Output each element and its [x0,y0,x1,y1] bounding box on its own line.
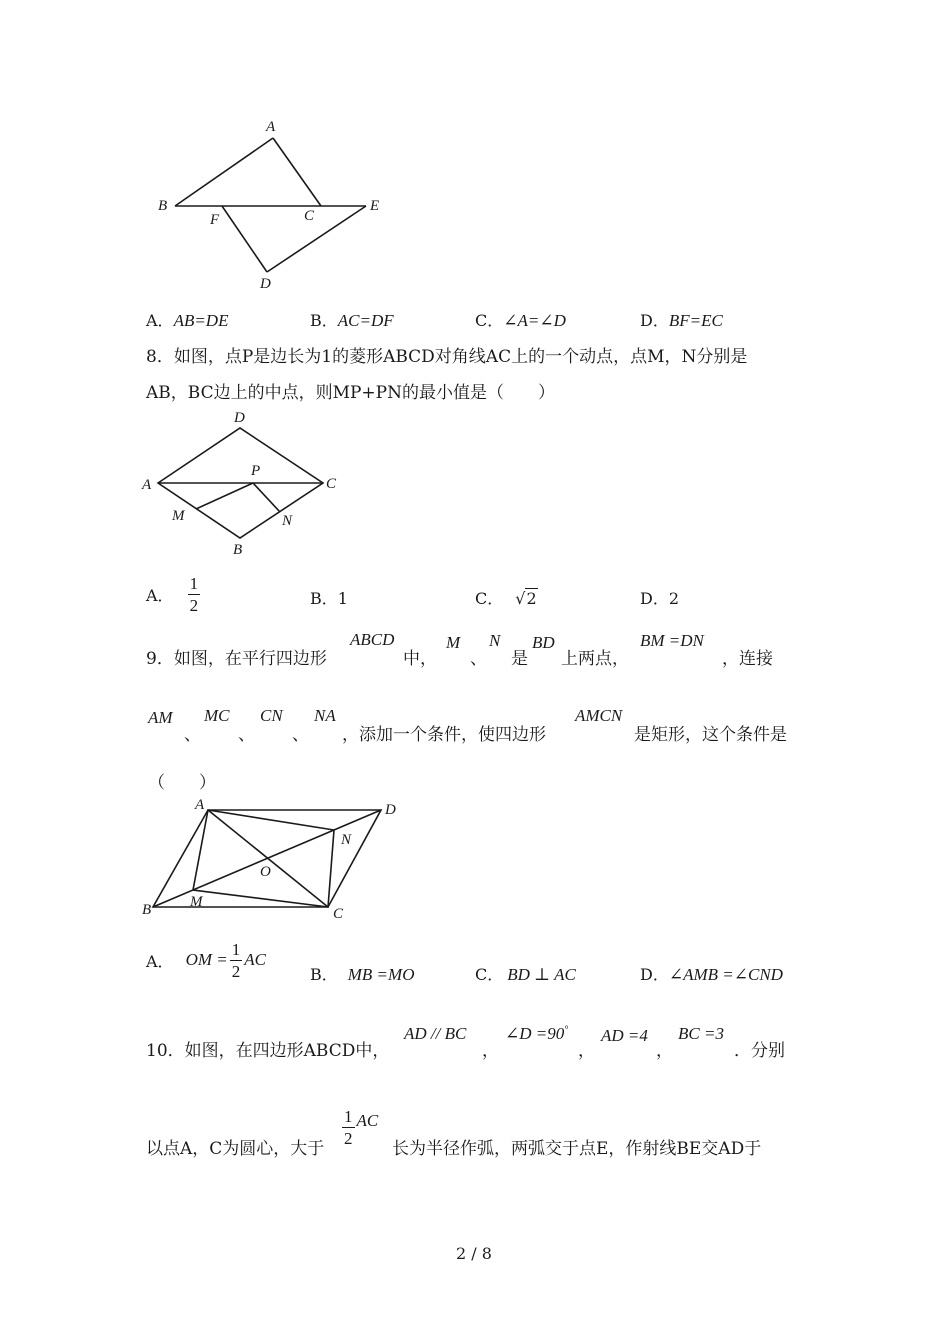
q9-abcd: ABCD [350,630,395,649]
label-m: M [172,508,185,524]
segment-fd [222,206,267,272]
segment-mp [196,483,253,509]
option-text: ∠A=∠D [503,311,566,330]
option-text: 2 [668,589,680,608]
ac-text: AC [356,1110,379,1130]
figure-q8 [138,404,348,562]
q9-dun3: 、 [238,725,255,745]
label-d: D [234,410,245,426]
option-text: AC=DF [337,311,394,330]
denominator: 2 [231,961,241,981]
label-e: E [370,198,380,214]
q9-shi: 是 [511,649,528,669]
label-n: N [341,832,352,848]
q8-option-c[interactable] [475,586,538,609]
q9-amcn: AMCN [575,706,623,725]
q9-option-b[interactable] [310,962,414,985]
option-letter: B． [310,965,338,984]
q7-option-b[interactable] [310,308,394,331]
denominator: 2 [344,1129,353,1148]
q8-line1: 8．如图，点P是边长为1的菱形ABCD对角线AC上的一个动点，点M，N分别是 [146,347,748,367]
label-b: B [233,542,243,558]
q10-angle [505,1024,568,1044]
label-p: P [251,463,261,479]
label-a: A [266,119,276,135]
q8-option-a[interactable] [146,574,200,614]
option-text: MB =MO [347,965,415,984]
q9-na: NA [314,706,336,725]
label-d: D [385,802,396,818]
option-letter: D． [640,589,669,608]
label-c: C [333,906,344,922]
option-letter: B． [310,311,338,330]
label-m: M [190,894,203,910]
option-text: BF=EC [668,311,723,330]
q10-comma1: ， [482,1041,499,1061]
q9-mc: MC [204,706,230,725]
option-lhs: OM = [185,950,228,969]
figure-q7 [150,112,400,294]
q10-fenbie: ．分别 [734,1041,785,1061]
segment-pn [253,483,280,512]
angle-text: ∠D =90 [505,1024,565,1043]
fraction-one-half [342,1108,355,1147]
q9-liangdian: 上两点， [561,649,629,669]
q9-option-d[interactable] [640,962,783,985]
q8-line2: AB，BC边上的中点，则MP+PN的最小值是（ ） [146,383,555,403]
q9-bd: BD [532,633,555,652]
q9-num: 9．如图，在平行四边形 [146,649,327,669]
q9-tianjia: ，添加一个条件，使四边形 [342,725,546,745]
q10-line2-start: 以点A，C为圆心，大于 [146,1139,325,1159]
q8-option-b[interactable] [310,586,348,609]
q10-comma2: ， [578,1041,595,1061]
q9-option-c[interactable] [475,962,576,985]
q10-adbc: AD // BC [404,1024,467,1043]
option-letter: C． [475,311,504,330]
option-rhs: AC [244,950,266,969]
option-letter: A． [146,311,174,330]
q7-option-d[interactable] [640,308,723,331]
numerator: 1 [344,1107,353,1126]
denominator: 2 [189,595,199,615]
q9-m: M [446,633,461,652]
label-b: B [142,902,152,918]
q7-option-c[interactable] [475,308,566,331]
label-c: C [326,476,337,492]
q9-paren: （ ） [148,773,216,793]
q9-option-a[interactable] [146,938,266,982]
option-letter: C． [475,589,504,608]
option-letter: D． [640,311,669,330]
q10-num: 10．如图，在四边形ABCD中， [146,1041,390,1061]
fraction-one-half [230,941,243,980]
label-o: O [260,864,271,880]
q10-comma3: ， [656,1041,673,1061]
fraction-one-half [188,575,201,614]
label-a: A [195,797,205,813]
q9-bmdn: BM =DN [640,631,704,650]
numerator: 1 [231,939,241,959]
q9-cn: CN [260,706,283,725]
q9-dun1: 、 [470,649,487,669]
option-letter: A． [146,951,174,971]
q9-n: N [489,631,501,650]
diagonal-bd [153,810,381,907]
option-letter: D． [640,965,669,984]
option-letter: C． [475,965,504,984]
quad-amcn [193,810,334,907]
q9-am: AM [148,708,173,727]
label-n: N [282,513,293,529]
segment-ac [273,138,321,206]
numerator: 1 [189,573,199,593]
segment-de [267,206,366,272]
label-c: C [304,208,315,224]
label-b: B [158,198,168,214]
q10-fraction [342,1108,378,1147]
q8-option-d[interactable] [640,586,679,609]
option-text: 1 [337,589,348,608]
label-a: A [142,477,152,493]
page-number: 2 / 8 [456,1244,492,1263]
q10-bc3: BC =3 [678,1024,724,1043]
option-text: ∠AMB =∠CND [668,965,783,984]
option-text: AB=DE [173,311,229,330]
q9-dun4: 、 [292,725,309,745]
q10-ad4: AD =4 [601,1026,648,1045]
segment-ba [175,138,273,206]
option-text: BD ⊥ AC [507,965,576,984]
q9-rect: 是矩形，这个条件是 [634,725,787,745]
label-f: F [210,212,220,228]
sqrt-symbol: √ [515,589,526,608]
q9-zhong: 中， [403,649,437,669]
q9-lianjie: ，连接 [722,649,773,669]
radicand: 2 [526,589,537,608]
option-letter: A． [146,585,174,605]
q10-line2-end: 长为半径作弧，两弧交于点E，作射线BE交AD于 [392,1139,762,1159]
label-d: D [260,276,271,292]
degree-mark: ° [564,1024,569,1036]
option-letter: B． [310,589,338,608]
q7-option-a[interactable] [146,308,228,331]
q9-dun2: 、 [184,725,201,745]
figure-q9 [138,794,408,924]
